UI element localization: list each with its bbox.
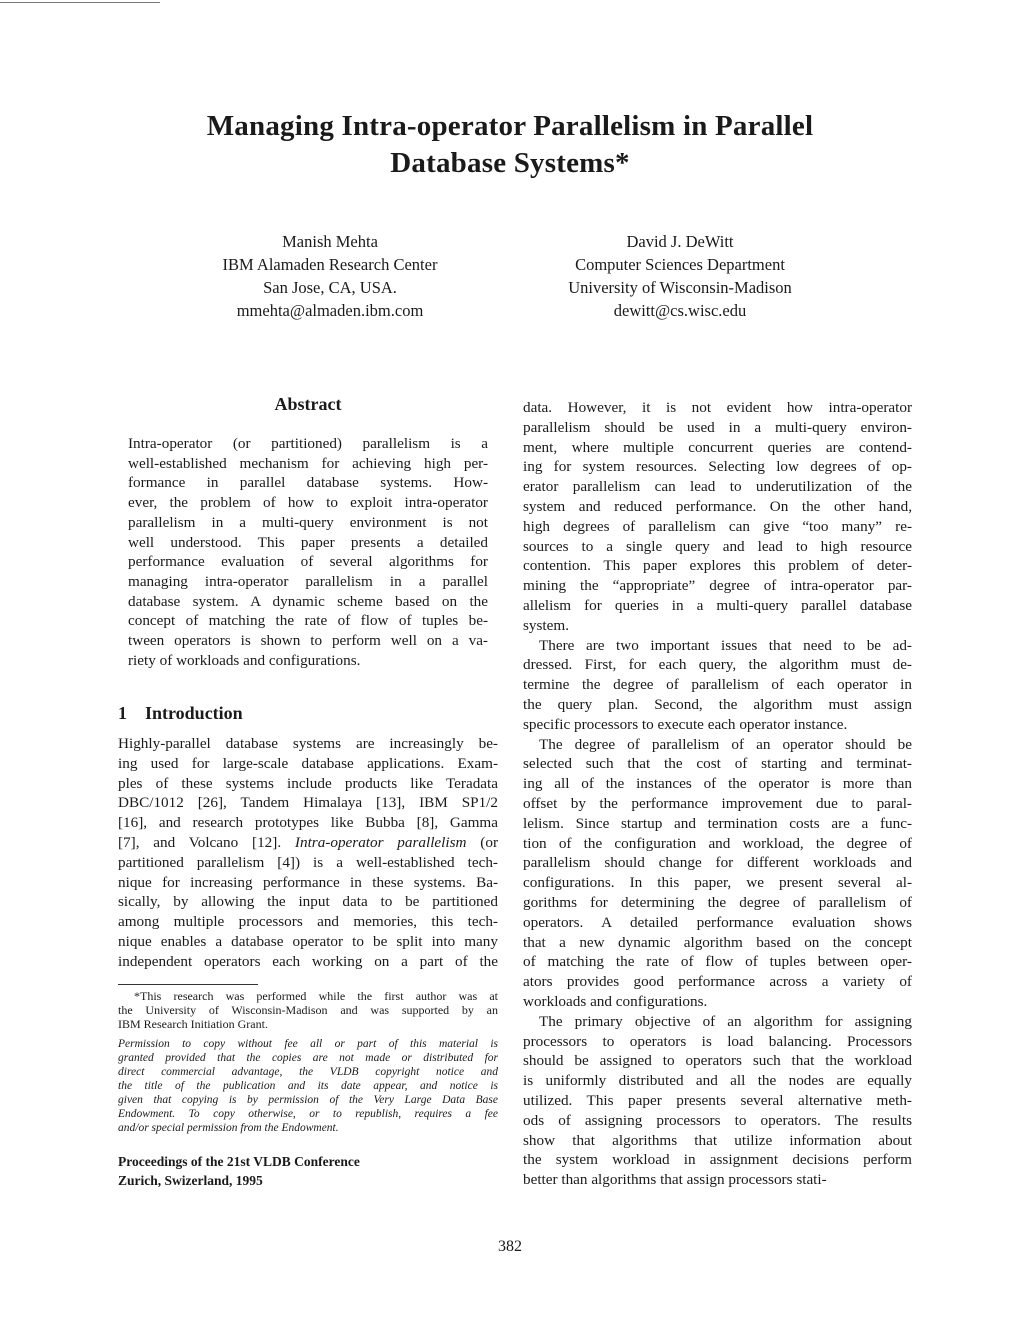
text-line: sically, by allowing the input data to be partitioned [118, 893, 498, 911]
text-line: workloads and configurations. [523, 993, 708, 1010]
text-line: There are two important issues that need to be ad- [539, 636, 912, 654]
text-line: specific processors to execute each operator instance. [523, 715, 848, 733]
text-line [118, 833, 498, 853]
text-line: given that copying is by permission of the Very Large Data Base [118, 1094, 498, 1106]
text-line: nique for increasing performance in these systems. Ba- [118, 873, 498, 891]
text-line: better than algorithms that assign processors stati- [523, 1171, 827, 1189]
paper-title-line-1: Managing Intra-operator Parallelism in Parallel [206, 110, 814, 142]
text-line: dressed. First, for each query, the algorithm must de- [523, 656, 912, 674]
paper-title-line-2: Database Systems* [390, 147, 630, 179]
text-line: direct commercial advantage, the VLDB copyright notice and [118, 1066, 498, 1078]
text-segment: (or [466, 834, 498, 851]
text-line: system and reduced performance. On the other hand, [523, 498, 912, 515]
text-line: ators provides good performance across a variety of [523, 973, 912, 991]
text-line: [16], and research prototypes like Bubba [8], Gamma [118, 814, 498, 832]
text-line: *This research was performed while the first author was at [134, 989, 498, 1003]
text-line: Highly-parallel database systems are increasingly be- [118, 735, 498, 752]
text-line: ples of these systems include products like Teradata [118, 774, 498, 792]
author-affiliation: IBM Alamaden Research Center [222, 255, 438, 274]
section-heading [118, 703, 243, 724]
text-line: The primary objective of an algorithm for assigning [539, 1012, 912, 1030]
text-line: selected such that the cost of starting and terminat- [523, 755, 912, 773]
scan-rule [0, 2, 160, 3]
author-location: University of Wisconsin-Madison [568, 278, 792, 297]
text-line: Permission to copy without fee all or part of this material is [118, 1038, 498, 1050]
footnote-rule [118, 984, 258, 985]
text-segment: [7], and Volcano [12]. [118, 834, 295, 851]
page-number: 382 [498, 1238, 522, 1255]
text-line: and/or special permission from the Endowment. [118, 1122, 339, 1134]
text-line: tion of the configuration and workload, the degree of [523, 834, 912, 852]
text-line: managing intra-operator parallelism in a parallel [128, 572, 488, 590]
text-line: offset by the performance improvement due to paral- [523, 795, 912, 812]
text-line: ment, where multiple concurrent queries are contend- [523, 438, 912, 456]
author-email: dewitt@cs.wisc.edu [613, 301, 747, 320]
text-line: database system. A dynamic scheme based on the [128, 592, 488, 610]
text-line: the query plan. Second, the algorithm must assign [523, 696, 912, 713]
text-line: lelism. Since startup and termination costs are a func- [523, 814, 912, 832]
text-line: IBM Research Initiation Grant. [118, 1017, 268, 1031]
author-block-1 [150, 230, 510, 322]
author-location: San Jose, CA, USA. [263, 278, 397, 297]
text-line: operators. A detailed performance evaluation shows [523, 913, 912, 931]
text-line: DBC/1012 [26], Tandem Himalaya [13], IBM SP1/2 [118, 794, 498, 812]
section-number: 1 [118, 703, 127, 723]
text-line: sources to a single query and lead to high resource [523, 537, 912, 555]
text-line: should be assigned to operators such that the workload [523, 1052, 912, 1070]
text-line: partitioned parallelism [4]) is a well-established tech- [118, 853, 498, 871]
text-line: ing all of the instances of the operator is more than [523, 775, 912, 793]
text-line: contention. This paper explores this problem of deter- [523, 557, 912, 575]
text-line: the University of Wisconsin-Madison and was supported by an [118, 1003, 498, 1017]
italic-term: Intra-operator parallelism [294, 834, 467, 851]
text-line: tween operators is shown to perform well on a va- [128, 632, 488, 649]
text-line: show that algorithms that utilize information about [523, 1131, 912, 1149]
author-block-2 [500, 230, 860, 322]
text-line: among multiple processors and memories, this tech- [118, 913, 498, 931]
text-line: Intra-operator (or partitioned) parallelism is a [128, 435, 488, 452]
text-line: allelism for queries in a multi-query parallel database [523, 597, 912, 614]
text-line: of matching the rate of flow of tuples between oper- [523, 953, 912, 971]
author-email: mmehta@almaden.ibm.com [236, 301, 424, 320]
text-line: configurations. In this paper, we present several al- [523, 874, 912, 892]
text-line: parallelism should be used in a multi-query environ- [523, 418, 912, 436]
text-line: The degree of parallelism of an operator should be [539, 735, 912, 753]
text-line: the system workload in assignment decisions perform [523, 1151, 912, 1169]
abstract-heading: Abstract [274, 394, 342, 414]
text-line: is uniformly distributed and all the nodes are equally [523, 1072, 912, 1090]
text-line: mining the “appropriate” degree of intra-operator par- [523, 577, 912, 595]
text-line: Endowment. To copy otherwise, or to republish, requires a fee [118, 1108, 498, 1120]
text-line: formance in parallel database systems. How- [128, 474, 488, 492]
text-line: ods of assigning processors to operators. The results [523, 1111, 912, 1129]
text-line: Zurich, Swizerland, 1995 [118, 1173, 263, 1188]
text-line: that a new dynamic algorithm based on the concept [523, 933, 912, 951]
text-line: ing for system resources. Selecting low degrees of op- [523, 458, 912, 476]
text-line: parallelism should change for different workloads and [523, 854, 912, 872]
section-title: Introduction [145, 703, 243, 723]
text-line: Proceedings of the 21st VLDB Conference [118, 1154, 360, 1169]
author-name: David J. DeWitt [626, 232, 734, 251]
text-line: well-established mechanism for achieving high per- [128, 454, 488, 472]
text-line: nique enables a database operator to be split into many [118, 933, 498, 950]
text-line: processors to operators is load balancing. Processors [523, 1032, 912, 1050]
text-line: parallelism in a multi-query environment is not [128, 513, 488, 531]
text-line: high degrees of parallelism can give “too many” re- [523, 517, 912, 535]
text-line: erator parallelism can lead to underutilization of the [523, 478, 912, 496]
text-line: granted provided that the copies are not made or distributed for [118, 1052, 498, 1064]
text-line: ever, the problem of how to exploit intra-operator [128, 494, 488, 512]
text-line: performance evaluation of several algorithms for [128, 553, 488, 571]
text-line: concept of matching the rate of flow of tuples be- [128, 612, 488, 630]
text-line: ing used for large-scale database applications. Exam- [118, 754, 498, 772]
text-line: gorithms for determining the degree of parallelism of [523, 894, 912, 911]
author-affiliation: Computer Sciences Department [575, 255, 785, 274]
text-line: independent operators each working on a part of the [118, 952, 498, 970]
text-line: system. [523, 616, 569, 634]
text-line: riety of workloads and configurations. [128, 651, 361, 669]
text-line: well understood. This paper presents a detailed [128, 533, 488, 551]
author-name: Manish Mehta [282, 232, 378, 251]
text-line: the title of the publication and its date appear, and notice is [118, 1080, 498, 1092]
text-line: utilized. This paper presents several alternative meth- [523, 1092, 912, 1109]
text-line: termine the degree of parallelism of each operator in [523, 676, 912, 694]
text-line: data. However, it is not evident how intra-operator [523, 399, 912, 416]
